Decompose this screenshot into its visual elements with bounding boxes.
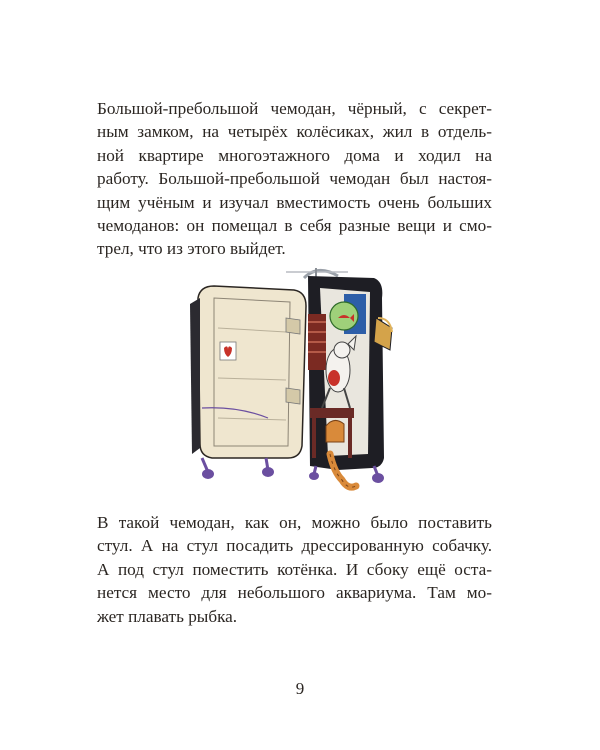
text-line: чемоданов: он помещал в себя разные вещи и смо- [97, 216, 492, 236]
text-line: Большой-пребольшой чемодан, чёрный, с секрет- [97, 99, 492, 118]
text-line: В такой чемодан, как он, можно было поставить [97, 513, 492, 532]
text-line: работу. Большой-пребольшой чемодан был настоя- [97, 169, 492, 189]
paragraph-1 [97, 97, 492, 261]
text-line: щим учёным и изучал вместимость очень больших [97, 192, 492, 212]
page-number: 9 [295, 679, 305, 698]
text-line: стул. А на стул посадить дрессированную собачку. [97, 536, 492, 556]
text-line: ным замком, на четырёх колёсиках, жил в отдель- [97, 122, 492, 142]
text-line: трел, что из этого выйдет. [97, 239, 286, 259]
text-line: А под стул поместить котёнка. И сбоку ещё оста- [97, 559, 492, 579]
suitcase-lid [190, 286, 306, 458]
text-line: ной квартире многоэтажного дома и ходил на [97, 145, 492, 165]
paragraph-2 [97, 511, 492, 628]
text-line: нется место для небольшого аквариума. Там мо- [97, 583, 492, 603]
suitcase-illustration [178, 258, 418, 500]
text-line: жет плавать рыбка. [97, 606, 238, 626]
